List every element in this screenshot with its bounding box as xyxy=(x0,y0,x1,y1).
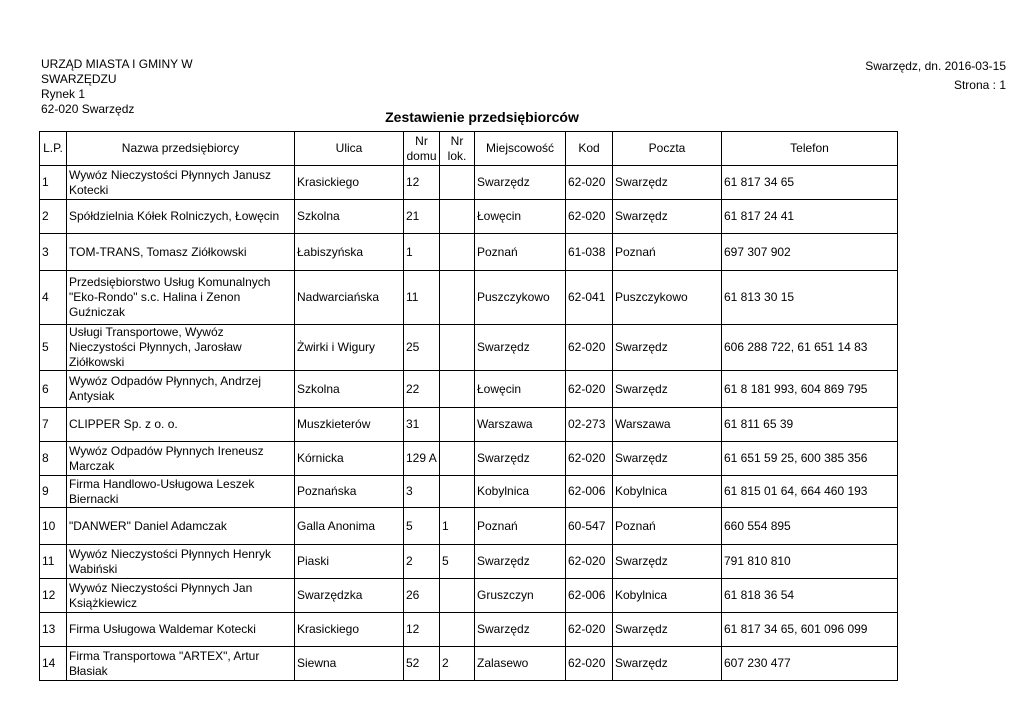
col-house-line2: domu xyxy=(406,148,437,163)
table-row xyxy=(40,508,898,545)
cell-code: 62-020 xyxy=(566,613,613,647)
cell-post: Warszawa xyxy=(613,408,722,442)
cell-lp: 14 xyxy=(40,647,67,681)
table-header-row xyxy=(40,132,898,166)
cell-house: 2 xyxy=(404,545,440,579)
page-title: Zestawienie przedsiębiorców xyxy=(385,109,579,125)
cell-street: Szkolna xyxy=(295,200,404,234)
cell-street: Nadwarciańska xyxy=(295,271,404,325)
cell-house: 52 xyxy=(404,647,440,681)
cell-house: 12 xyxy=(404,613,440,647)
cell-lp: 11 xyxy=(40,545,67,579)
table-row xyxy=(40,234,898,271)
cell-post: Kobylnica xyxy=(613,476,722,508)
cell-name: Usługi Transportowe, Wywóz Nieczystości Płynnych, Jarosław Ziółkowski xyxy=(67,325,295,371)
cell-city: Warszawa xyxy=(475,408,566,442)
cell-code: 62-006 xyxy=(566,476,613,508)
cell-phone: 606 288 722, 61 651 14 83 xyxy=(722,325,898,371)
cell-post: Swarzędz xyxy=(613,613,722,647)
cell-code: 62-041 xyxy=(566,271,613,325)
cell-name: Firma Usługowa Waldemar Kotecki xyxy=(67,613,295,647)
col-apt-line2: lok. xyxy=(447,148,467,163)
document-date: Swarzędz, dn. 2016-03-15 xyxy=(865,59,1006,73)
office-name-line1: URZĄD MIASTA I GMINY W xyxy=(41,57,193,71)
cell-house: 12 xyxy=(404,166,440,200)
cell-name: Wywóz Odpadów Płynnych, Andrzej Antysiak xyxy=(67,371,295,408)
cell-phone: 660 554 895 xyxy=(722,508,898,545)
cell-name: Przedsiębiorstwo Usług Komunalnych "Eko-Rondo" s.c. Halina i Zenon Guźniczak xyxy=(67,271,295,325)
cell-house: 22 xyxy=(404,371,440,408)
office-name-line2: SWARZĘDZU xyxy=(41,72,117,86)
cell-street: Muszkieterów xyxy=(295,408,404,442)
cell-apt xyxy=(440,579,475,613)
cell-name: "DANWER" Daniel Adamczak xyxy=(67,508,295,545)
cell-phone: 61 813 30 15 xyxy=(722,271,898,325)
cell-phone: 61 815 01 64, 664 460 193 xyxy=(722,476,898,508)
cell-post: Poznań xyxy=(613,508,722,545)
col-house xyxy=(404,132,440,166)
cell-code: 62-020 xyxy=(566,371,613,408)
cell-name: Wywóz Nieczystości Płynnych Jan Książkiewicz xyxy=(67,579,295,613)
col-post: Poczta xyxy=(613,132,722,166)
col-code: Kod xyxy=(566,132,613,166)
cell-lp: 8 xyxy=(40,442,67,476)
cell-street: Kórnicka xyxy=(295,442,404,476)
cell-apt: 2 xyxy=(440,647,475,681)
cell-post: Swarzędz xyxy=(613,647,722,681)
table-row xyxy=(40,647,898,681)
table-row xyxy=(40,271,898,325)
cell-lp: 10 xyxy=(40,508,67,545)
cell-city: Gruszczyn xyxy=(475,579,566,613)
cell-post: Swarzędz xyxy=(613,371,722,408)
cell-house: 5 xyxy=(404,508,440,545)
cell-apt: 1 xyxy=(440,508,475,545)
cell-lp: 12 xyxy=(40,579,67,613)
cell-street: Siewna xyxy=(295,647,404,681)
cell-code: 62-006 xyxy=(566,579,613,613)
page-number: Strona : 1 xyxy=(953,78,1006,92)
cell-code: 02-273 xyxy=(566,408,613,442)
cell-street: Łabiszyńska xyxy=(295,234,404,271)
cell-street: Galla Anonima xyxy=(295,508,404,545)
cell-apt xyxy=(440,408,475,442)
col-city: Miejscowość xyxy=(475,132,566,166)
cell-code: 62-020 xyxy=(566,545,613,579)
cell-apt xyxy=(440,271,475,325)
cell-phone: 61 817 34 65 xyxy=(722,166,898,200)
cell-city: Swarzędz xyxy=(475,166,566,200)
cell-name: TOM-TRANS, Tomasz Ziółkowski xyxy=(67,234,295,271)
cell-city: Swarzędz xyxy=(475,613,566,647)
cell-name: Spółdzielnia Kółek Rolniczych, Łowęcin xyxy=(67,200,295,234)
cell-name: Wywóz Nieczystości Płynnych Henryk Wabiński xyxy=(67,545,295,579)
cell-lp: 6 xyxy=(40,371,67,408)
cell-house: 21 xyxy=(404,200,440,234)
cell-lp: 3 xyxy=(40,234,67,271)
cell-city: Puszczykowo xyxy=(475,271,566,325)
cell-apt xyxy=(440,166,475,200)
cell-code: 60-547 xyxy=(566,508,613,545)
cell-street: Szkolna xyxy=(295,371,404,408)
table-row xyxy=(40,476,898,508)
table-row xyxy=(40,545,898,579)
cell-street: Krasickiego xyxy=(295,613,404,647)
cell-lp: 13 xyxy=(40,613,67,647)
cell-phone: 607 230 477 xyxy=(722,647,898,681)
cell-phone: 61 811 65 39 xyxy=(722,408,898,442)
cell-lp: 5 xyxy=(40,325,67,371)
cell-phone: 61 818 36 54 xyxy=(722,579,898,613)
cell-post: Poznań xyxy=(613,234,722,271)
col-name: Nazwa przedsiębiorcy xyxy=(67,132,295,166)
col-street: Ulica xyxy=(295,132,404,166)
cell-city: Kobylnica xyxy=(475,476,566,508)
cell-street: Swarzędzka xyxy=(295,579,404,613)
col-lp: L.P. xyxy=(40,132,67,166)
table-row xyxy=(40,325,898,371)
cell-apt xyxy=(440,476,475,508)
cell-city: Swarzędz xyxy=(475,442,566,476)
cell-apt xyxy=(440,200,475,234)
cell-apt xyxy=(440,371,475,408)
cell-house: 31 xyxy=(404,408,440,442)
cell-name: Wywóz Nieczystości Płynnych Janusz Kotecki xyxy=(67,166,295,200)
document-meta xyxy=(865,57,1006,95)
cell-code: 62-020 xyxy=(566,647,613,681)
cell-city: Poznań xyxy=(475,234,566,271)
cell-street: Piaski xyxy=(295,545,404,579)
cell-phone: 61 817 34 65, 601 096 099 xyxy=(722,613,898,647)
cell-post: Kobylnica xyxy=(613,579,722,613)
cell-phone: 61 651 59 25, 600 385 356 xyxy=(722,442,898,476)
cell-city: Łowęcin xyxy=(475,371,566,408)
cell-lp: 9 xyxy=(40,476,67,508)
office-address xyxy=(41,57,231,117)
cell-lp: 7 xyxy=(40,408,67,442)
cell-post: Puszczykowo xyxy=(613,271,722,325)
cell-lp: 4 xyxy=(40,271,67,325)
cell-post: Swarzędz xyxy=(613,200,722,234)
table-row xyxy=(40,442,898,476)
cell-house: 26 xyxy=(404,579,440,613)
cell-house: 129 A xyxy=(404,442,440,476)
cell-house: 25 xyxy=(404,325,440,371)
cell-name: CLIPPER Sp. z o. o. xyxy=(67,408,295,442)
cell-street: Poznańska xyxy=(295,476,404,508)
cell-street: Żwirki i Wigury xyxy=(295,325,404,371)
cell-post: Swarzędz xyxy=(613,166,722,200)
cell-name: Wywóz Odpadów Płynnych Ireneusz Marczak xyxy=(67,442,295,476)
cell-city: Zalasewo xyxy=(475,647,566,681)
cell-phone: 791 810 810 xyxy=(722,545,898,579)
cell-lp: 2 xyxy=(40,200,67,234)
cell-street: Krasickiego xyxy=(295,166,404,200)
cell-code: 62-020 xyxy=(566,166,613,200)
cell-code: 62-020 xyxy=(566,200,613,234)
cell-house: 1 xyxy=(404,234,440,271)
cell-phone: 697 307 902 xyxy=(722,234,898,271)
table-row xyxy=(40,200,898,234)
cell-city: Swarzędz xyxy=(475,325,566,371)
cell-city: Swarzędz xyxy=(475,545,566,579)
col-apt xyxy=(440,132,475,166)
cell-code: 62-020 xyxy=(566,442,613,476)
cell-city: Poznań xyxy=(475,508,566,545)
office-postal: 62-020 Swarzędz xyxy=(41,102,135,116)
col-apt-line1: Nr xyxy=(450,133,464,148)
cell-apt xyxy=(440,325,475,371)
cell-name: Firma Transportowa "ARTEX", Artur Błasiak xyxy=(67,647,295,681)
cell-house: 3 xyxy=(404,476,440,508)
cell-apt xyxy=(440,442,475,476)
table-row xyxy=(40,579,898,613)
office-street: Rynek 1 xyxy=(41,87,86,101)
table-row xyxy=(40,613,898,647)
col-phone: Telefon xyxy=(722,132,898,166)
cell-apt xyxy=(440,234,475,271)
table-row xyxy=(40,371,898,408)
col-house-line1: Nr xyxy=(415,133,428,148)
cell-apt: 5 xyxy=(440,545,475,579)
cell-city: Łowęcin xyxy=(475,200,566,234)
cell-house: 11 xyxy=(404,271,440,325)
cell-apt xyxy=(440,613,475,647)
cell-post: Swarzędz xyxy=(613,545,722,579)
cell-phone: 61 8 181 993, 604 869 795 xyxy=(722,371,898,408)
table-row xyxy=(40,408,898,442)
cell-code: 62-020 xyxy=(566,325,613,371)
cell-lp: 1 xyxy=(40,166,67,200)
cell-post: Swarzędz xyxy=(613,325,722,371)
table-row xyxy=(40,166,898,200)
cell-code: 61-038 xyxy=(566,234,613,271)
cell-post: Swarzędz xyxy=(613,442,722,476)
cell-name: Firma Handlowo-Usługowa Leszek Biernacki xyxy=(67,476,295,508)
cell-phone: 61 817 24 41 xyxy=(722,200,898,234)
entrepreneurs-table xyxy=(39,131,898,681)
